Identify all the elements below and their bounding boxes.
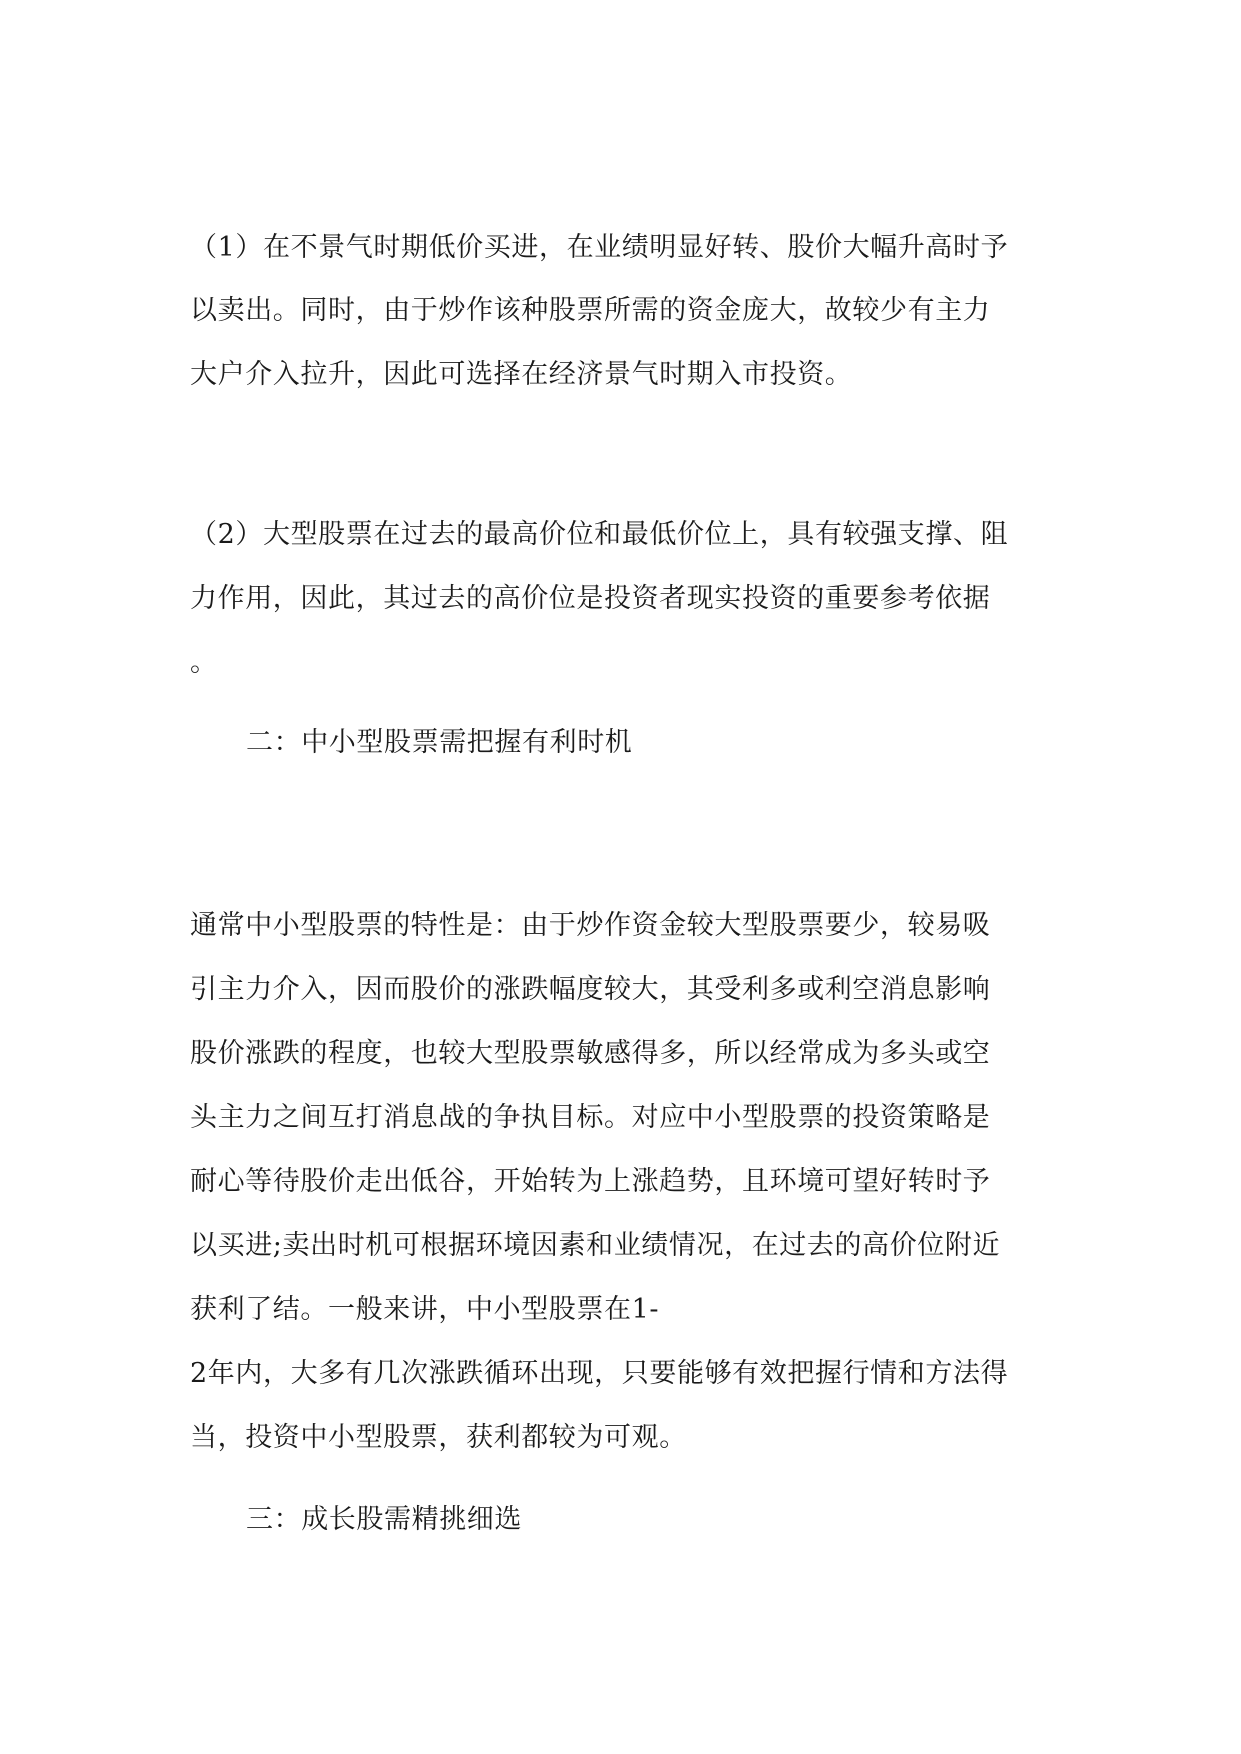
paragraph-line: 当，投资中小型股票，获利都较为可观。 <box>190 1422 687 1453</box>
paragraph-line: （1）在不景气时期低价买进，在业绩明显好转、股价大幅升高时予 <box>190 232 1009 263</box>
paragraph-line: （2）大型股票在过去的最高价位和最低价位上，具有较强支撑、阻 <box>190 519 1009 550</box>
paragraph-line: 耐心等待股价走出低谷，开始转为上涨趋势，且环境可望好转时予 <box>190 1166 991 1197</box>
section-heading-2: 二：中小型股票需把握有利时机 <box>246 727 633 758</box>
paragraph-line: 股价涨跌的程度，也较大型股票敏感得多，所以经常成为多头或空 <box>190 1038 991 1069</box>
paragraph-line: 通常中小型股票的特性是：由于炒作资金较大型股票要少，较易吸 <box>190 910 991 941</box>
paragraph-line: 引主力介入，因而股价的涨跌幅度较大，其受利多或利空消息影响 <box>190 974 991 1005</box>
section-heading-3: 三：成长股需精挑细选 <box>246 1504 522 1535</box>
paragraph-line: 以买进;卖出时机可根据环境因素和业绩情况，在过去的高价位附近 <box>190 1230 1001 1261</box>
paragraph-line: 以卖出。同时，由于炒作该种股票所需的资金庞大，故较少有主力 <box>190 295 991 326</box>
paragraph-line: 2年内，大多有几次涨跌循环出现，只要能够有效把握行情和方法得 <box>190 1358 1009 1389</box>
paragraph-line: 力作用，因此，其过去的高价位是投资者现实投资的重要参考依据 <box>190 583 991 614</box>
paragraph-line: 。 <box>190 647 218 678</box>
paragraph-line: 头主力之间互打消息战的争执目标。对应中小型股票的投资策略是 <box>190 1102 991 1133</box>
paragraph-line: 获利了结。一般来讲，中小型股票在1- <box>190 1294 660 1325</box>
paragraph-line: 大户介入拉升，因此可选择在经济景气时期入市投资。 <box>190 359 853 390</box>
